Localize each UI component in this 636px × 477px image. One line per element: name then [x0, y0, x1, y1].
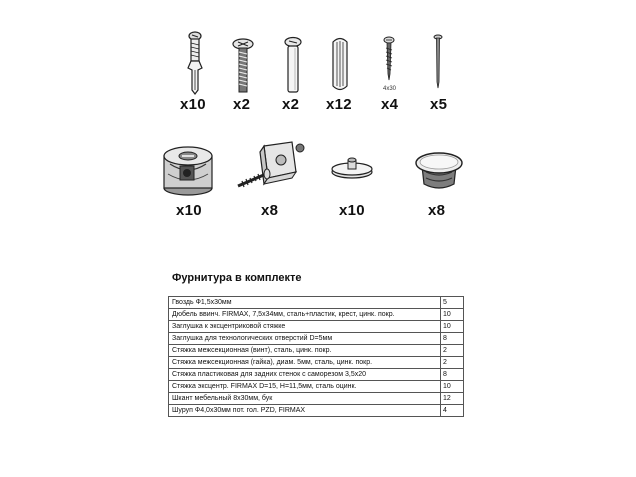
screw-bolt-icon	[231, 38, 255, 94]
qty-label: x4	[381, 96, 399, 113]
part-qty: 2	[441, 345, 464, 357]
table-row	[169, 333, 464, 345]
part-qty: 10	[441, 381, 464, 393]
part-name: Шкант мебельный 8х30мм, бук	[169, 393, 441, 405]
part-qty: 8	[441, 333, 464, 345]
part-name: Стяжка эксцентр. FIRMAX D=15, H=11,5мм, сталь оцинк.	[169, 381, 441, 393]
part-name: Стяжка межсекционная (винт), сталь, цинк. покр.	[169, 345, 441, 357]
part-qty: 12	[441, 393, 464, 405]
nail-icon	[432, 34, 444, 90]
dowel-screw-icon	[182, 30, 208, 96]
cam-lock-icon	[160, 142, 216, 198]
cam-cap-icon	[330, 156, 374, 184]
table-row	[169, 297, 464, 309]
qty-label: x12	[326, 96, 352, 113]
part-qty: 10	[441, 309, 464, 321]
part-qty: 8	[441, 369, 464, 381]
wood-screw-icon	[382, 36, 396, 82]
table-row	[169, 321, 464, 333]
section-title: Фурнитура в комплекте	[172, 272, 302, 284]
qty-label: x2	[282, 96, 300, 113]
table-row	[169, 369, 464, 381]
wooden-dowel-icon	[329, 36, 351, 92]
part-name: Гвоздь Ф1,5х30мм	[169, 297, 441, 309]
part-qty: 10	[441, 321, 464, 333]
part-qty: 2	[441, 357, 464, 369]
qty-label: x10	[176, 202, 202, 219]
plastic-bracket-screw-icon	[234, 138, 310, 198]
table-row	[169, 381, 464, 393]
part-qty: 4	[441, 405, 464, 417]
part-name: Стяжка межсекционная (гайка), диам. 5мм, сталь, цинк. покр.	[169, 357, 441, 369]
qty-label: x10	[339, 202, 365, 219]
screw-size-note: 4x30	[383, 86, 397, 92]
qty-label: x8	[428, 202, 446, 219]
qty-label: x10	[180, 96, 206, 113]
part-name: Заглушка для технологических отверстий D=5мм	[169, 333, 441, 345]
table-row	[169, 345, 464, 357]
part-name: Шуруп Ф4,0х30мм пот. гол. PZD, FIRMAX	[169, 405, 441, 417]
qty-label: x5	[430, 96, 448, 113]
qty-label: x2	[233, 96, 251, 113]
hole-plug-icon	[414, 150, 464, 194]
parts-table	[168, 296, 464, 417]
table-row	[169, 393, 464, 405]
table-row	[169, 309, 464, 321]
part-name: Дюбель ввинч. FIRMAX, 7,5х34мм, сталь+пластик, крест, цинк. покр.	[169, 309, 441, 321]
part-name: Заглушка к эксцентриковой стяжке	[169, 321, 441, 333]
qty-label: x8	[261, 202, 279, 219]
part-qty: 5	[441, 297, 464, 309]
table-row	[169, 405, 464, 417]
table-row	[169, 357, 464, 369]
pin-bolt-icon	[283, 36, 303, 94]
part-name: Стяжка пластиковая для задних стенок с саморезом 3,5х20	[169, 369, 441, 381]
